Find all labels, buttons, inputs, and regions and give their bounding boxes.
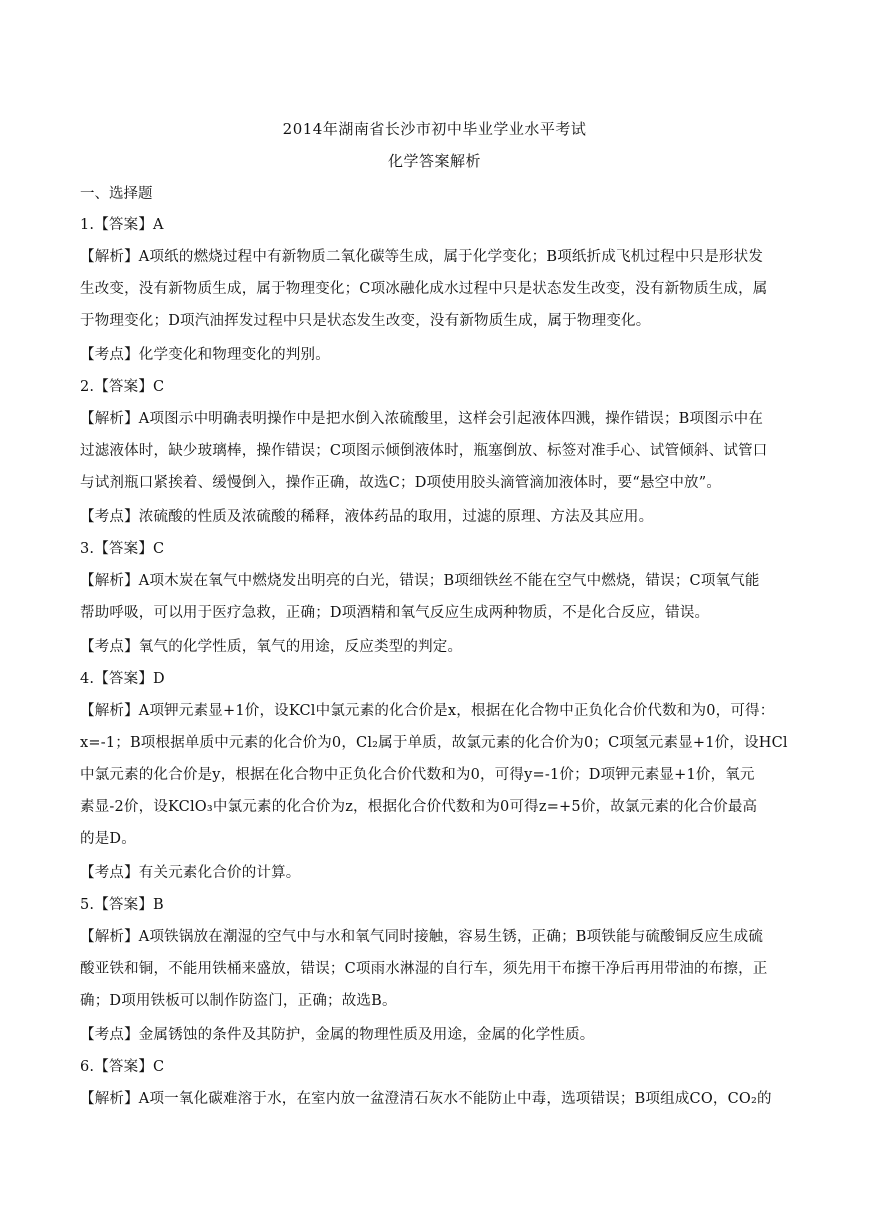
- text-line: 中氯元素的化合价是y，根据在化合物中正负化合价代数和为0，可得y=-1价；D项钾元素显+1价，氧元: [80, 767, 755, 783]
- text-line: 的是D。: [80, 831, 136, 847]
- text-line: 确；D项用铁板可以制作防盗门，正确；故选B。: [80, 993, 397, 1009]
- text-line: 生改变，没有新物质生成，属于物理变化；C项冰融化成水过程中只是状态发生改变，没有新物质生成，属: [80, 281, 768, 297]
- topic-line: 【考点】金属锈蚀的条件及其防护，金属的物理性质及用途，金属的化学性质。: [80, 1027, 595, 1043]
- answer-line: 3.【答案】C: [80, 541, 165, 557]
- topic-line: 【考点】化学变化和物理变化的判别。: [80, 347, 330, 363]
- text-line: 过滤液体时，缺少玻璃棒，操作错误；C项图示倾倒液体时，瓶塞倒放、标签对准手心、试管倾斜、试管口: [80, 443, 768, 459]
- analysis-line: 【解析】A项图示中明确表明操作中是把水倒入浓硫酸里，这样会引起液体四溅，操作错误；B项图示中在: [80, 411, 764, 427]
- topic-line: 【考点】有关元素化合价的计算。: [80, 865, 301, 881]
- analysis-line: 【解析】A项木炭在氧气中燃烧发出明亮的白光，错误；B项细铁丝不能在空气中燃烧，错误；C项氧气能: [80, 573, 760, 589]
- answer-line: 5.【答案】B: [80, 897, 164, 913]
- topic-line: 【考点】氧气的化学性质，氧气的用途，反应类型的判定。: [80, 639, 463, 655]
- answer-line: 1.【答案】A: [80, 217, 164, 233]
- text-line: 帮助呼吸，可以用于医疗急救，正确；D项酒精和氧气反应生成两种物质，不是化合反应，错误。: [80, 605, 710, 621]
- text-line: 于物理变化；D项汽油挥发过程中只是状态发生改变，没有新物质生成，属于物理变化。: [80, 313, 651, 329]
- section-heading: 一、选择题: [80, 186, 153, 202]
- analysis-line: 【解析】A项铁锅放在潮湿的空气中与水和氧气同时接触，容易生锈，正确；B项铁能与硫酸铜反应生成硫: [80, 929, 764, 945]
- analysis-line: 【解析】A项钾元素显+1价，设KCl中氯元素的化合价是x，根据在化合物中正负化合价代数和为0，可得：: [80, 703, 775, 719]
- text-line: 与试剂瓶口紧挨着、缓慢倒入，操作正确，故选C；D项使用胶头滴管滴加液体时，要“悬空中放”。: [80, 475, 722, 491]
- answer-line: 6.【答案】C: [80, 1059, 165, 1075]
- analysis-line: 【解析】A项一氧化碳难溶于水，在室内放一盆澄清石灰水不能防止中毒，选项错误；B项组成CO，CO₂的: [80, 1091, 772, 1107]
- text-line: x=-1；B项根据单质中元素的化合价为0，Cl₂属于单质，故氯元素的化合价为0；C项氢元素显+1价，设HCl: [80, 735, 788, 751]
- document-title: 2014年湖南省长沙市初中毕业学业水平考试: [282, 120, 587, 138]
- text-line: 素显-2价，设KClO₃中氯元素的化合价为z，根据化合价代数和为0可得z=+5价，故氯元素的化合价最高: [80, 799, 758, 815]
- document-subtitle: 化学答案解析: [387, 152, 481, 170]
- answer-line: 4.【答案】D: [80, 671, 165, 687]
- answer-line: 2.【答案】C: [80, 379, 165, 395]
- analysis-line: 【解析】A项纸的燃烧过程中有新物质二氧化碳等生成，属于化学变化；B项纸折成飞机过程中只是形状发: [80, 249, 764, 265]
- topic-line: 【考点】浓硫酸的性质及浓硫酸的稀释，液体药品的取用，过滤的原理、方法及其应用。: [80, 509, 654, 525]
- text-line: 酸亚铁和铜，不能用铁桶来盛放，错误；C项雨水淋湿的自行车，须先用干布擦干净后再用带油的布擦，正: [80, 961, 768, 977]
